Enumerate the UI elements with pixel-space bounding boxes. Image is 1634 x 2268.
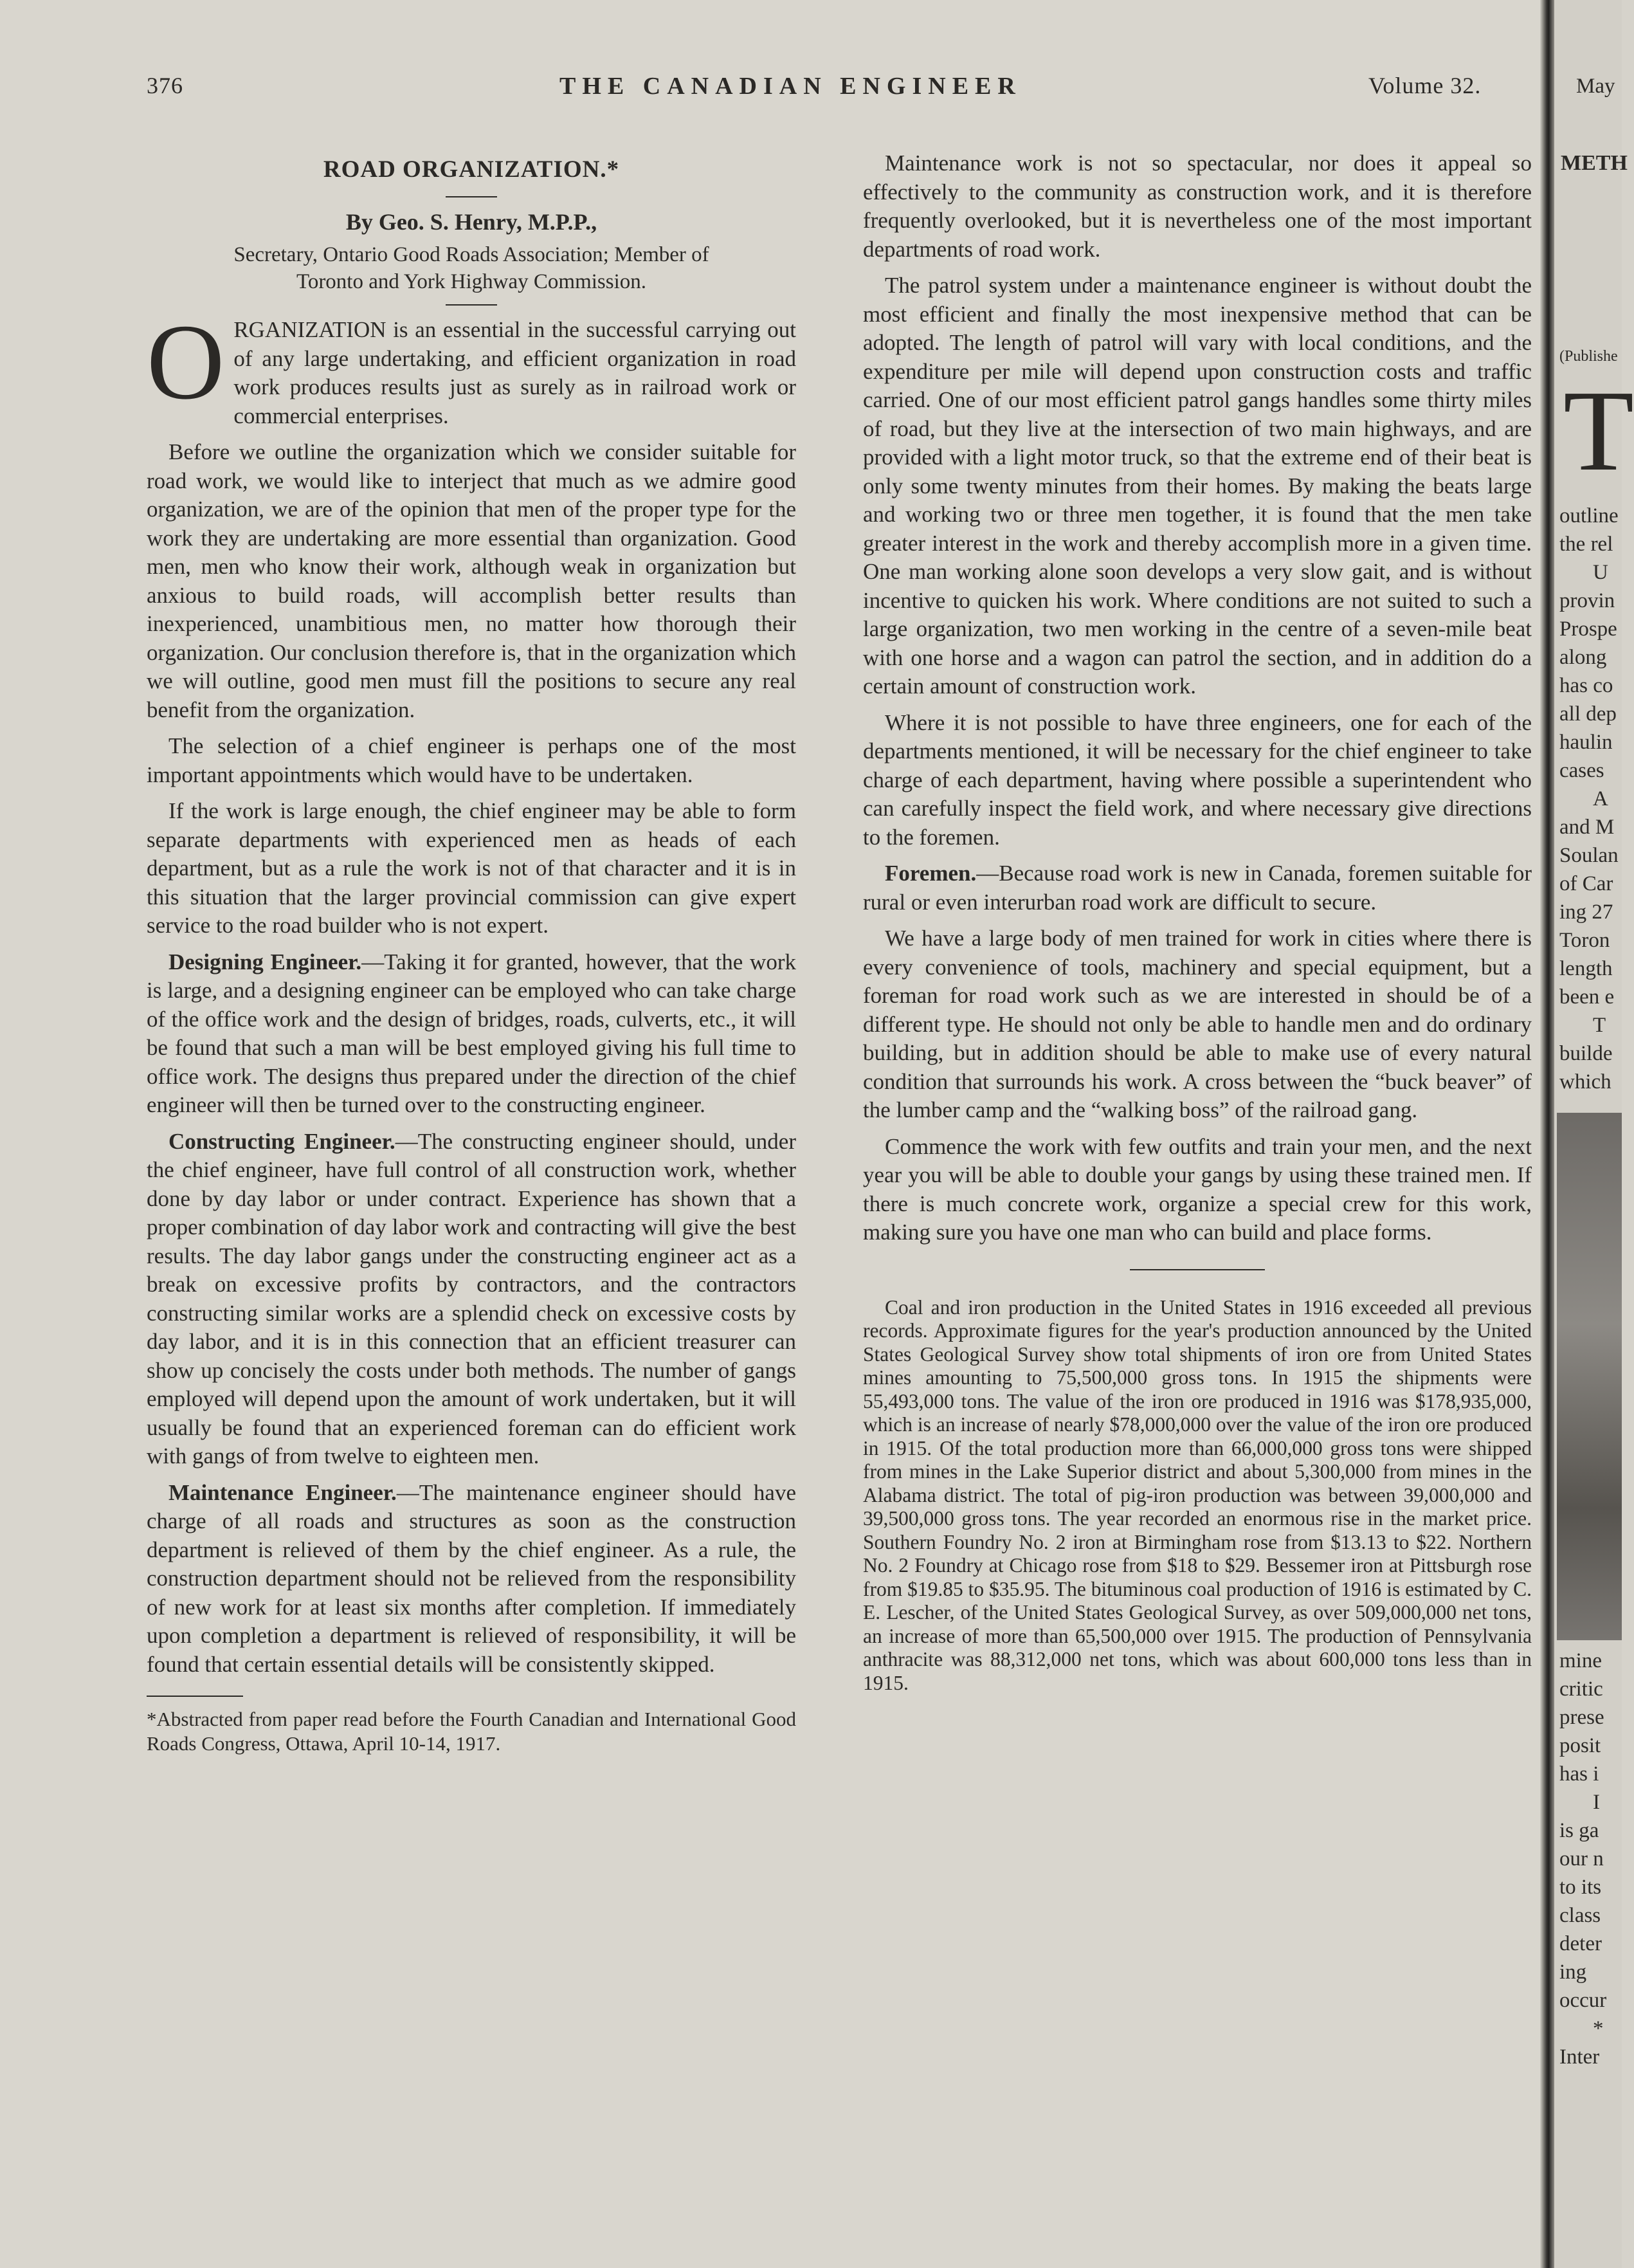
next-page-line: I bbox=[1593, 1791, 1600, 1814]
article-title: ROAD ORGANIZATION.* bbox=[323, 156, 620, 183]
paragraph: If the work is large enough, the chief engineer may be able to form separate departments with experienced men as heads of each department, but as a rule the work is not of that character and it is in this situation that the larger provincial commission can give expert service to the road builder who is not expert. bbox=[147, 798, 796, 938]
coal-iron-news-item: Coal and iron production in the United States in 1916 exceeded all previous records. Approximate figures for the year's production announced by the United States Geological Survey show total shipments of iron ore from United States mines amounting to 75,500,000 gross tons. In 1915 the shipments were 55,493,000 tons. The value of the iron ore produced in 1916 was $178,935,000, which is an increase of nearly $78,000,000 over the value of the iron ore produced in 1915. Of the total production more than 66,000,000 gross tons were shipped from mines in the Lake Superior district and about 5,300,000 from mines in the Alabama district. The total of pig-iron production was between 39,000,000 and 39,500,000 gross tons. The year recorded an enormous rise in the market price. Southern Foundry No. 2 iron at Birmingham rose from $13.13 to $22. Northern No. 2 Foundry at Chicago rose from $18 to $29. Bessemer iron at Pittsburgh rose from $19.85 to $35.95. The bituminous coal production of 1916 is estimated by C. E. Lescher, of the United States Geological Survey, as over 509,000,000 net tons, an increase of more than 65,500,000 over 1915. The production of Pennsylvania anthracite was 88,312,000 net tons, which was about 600,000 tons less than in 1915. bbox=[863, 1295, 1532, 1694]
footnote: *Abstracted from paper read before the Fourth Canadian and International Good Roads Congress, Ottawa, April 10-14, 1917. bbox=[147, 1708, 796, 1755]
next-page-line: cases bbox=[1559, 759, 1604, 782]
next-page-line: our n bbox=[1559, 1847, 1604, 1870]
paragraph-foremen bbox=[863, 859, 1532, 917]
paragraph-designing-engineer bbox=[147, 948, 796, 1120]
affiliation-line-1: Secretary, Ontario Good Roads Association; Member of bbox=[233, 243, 709, 266]
adjacent-page-edge bbox=[1554, 0, 1634, 2268]
next-page-line: deter bbox=[1559, 1932, 1602, 1955]
drop-cap: O bbox=[147, 302, 225, 422]
next-page-photo bbox=[1557, 1113, 1622, 1640]
paragraph-intro bbox=[147, 302, 796, 430]
journal-title: THE CANADIAN ENGINEER bbox=[559, 73, 1022, 100]
next-page-line: been e bbox=[1559, 985, 1615, 1009]
next-page-line: builde bbox=[1559, 1042, 1613, 1065]
next-page-line: Soulan bbox=[1559, 844, 1619, 867]
paragraph-text: —Because road work is new in Canada, foremen suitable for rural or even interurban road work are difficult to secure. bbox=[863, 861, 1532, 915]
paragraph-text: —The maintenance engineer should have charge of all roads and structures as soon as the construction department is relieved of them by the chief engineer. As a rule, the construction department should not be relieved from the responsibility of new work for at least six months after completion. If immediately upon completion a department is relieved of responsibility, it will be found that certain essential details will be consistently skipped. bbox=[147, 1479, 796, 1677]
next-page-line: all dep bbox=[1559, 702, 1617, 726]
next-page-line: to its bbox=[1559, 1876, 1602, 1899]
book-gutter bbox=[1540, 0, 1554, 2268]
next-page-line: ing 27 bbox=[1559, 901, 1613, 924]
section-heading: Maintenance Engineer. bbox=[168, 1479, 397, 1505]
next-page-line: occur bbox=[1559, 1989, 1607, 2012]
affiliation-line-2: Toronto and York Highway Commission. bbox=[296, 270, 647, 293]
next-page-line: A bbox=[1593, 787, 1608, 810]
next-page-line: prese bbox=[1559, 1706, 1604, 1729]
next-page-line: along bbox=[1559, 646, 1607, 669]
paragraph: Commence the work with few outfits and train your men, and the next year you will be able to double your gangs by using these trained men. If there is much concrete work, organize a special crew for this work, making sure you have one man who can build and place forms. bbox=[863, 1133, 1532, 1245]
paragraph-intro-text: RGANIZATION is an essential in the successful carrying out of any large undertaking, and efficient organization in road work produces results just as surely as in railroad work or commercial enterprises. bbox=[233, 317, 796, 428]
next-page-line: ing bbox=[1559, 1961, 1587, 1984]
next-page-line: Prospe bbox=[1559, 617, 1617, 641]
paragraph-constructing-engineer bbox=[147, 1128, 796, 1471]
footnote-rule bbox=[147, 1696, 243, 1697]
next-page-line: is ga bbox=[1559, 1819, 1599, 1842]
paragraph: Before we outline the organization which we consider suitable for road work, we would like to interject that much as we admire good organization, we are of the opinion that men of the proper type for the work they are undertaking are more essential than organization. Good men, men who know their work, although weak in organization but anxious to build roads, will accomplish better results than inexperienced, unambitious men, no matter how thorough their organization. Our conclusion therefore is, that in the organization which we will outline, good men must fill the positions to secure any real benefit from the organization. bbox=[147, 439, 796, 722]
next-page-line: Inter bbox=[1559, 2045, 1600, 2069]
volume-label: Volume 32. bbox=[1368, 73, 1482, 98]
next-page-line: T bbox=[1593, 1014, 1606, 1037]
paragraph: Maintenance work is not so spectacular, nor does it appeal so effectively to the community as construction work, and it is therefore frequently overlooked, but it is nevertheless one of the most important departments of road work. bbox=[863, 151, 1532, 262]
paragraph-text: —The constructing engineer should, under the chief engineer, have full control of all construction work, whether done by day labor or under contract. Experience has shown that a proper combination of day labor work and contracting will give the best results. The day labor gangs under the constructing engineer act as a break on excessive profits by contractors, and the contractors constructing similar works are a splendid check on excessive costs by day labor, and it is in this connection that an efficient treasurer can show up concisely the costs under both methods. The number of gangs employed will depend upon the amount of work undertaken, but it will usually be found that an experienced foreman can do efficient work with gangs of from twelve to eighteen men. bbox=[147, 1128, 796, 1468]
next-page-line: and M bbox=[1559, 816, 1615, 839]
author-affiliation bbox=[147, 241, 796, 295]
section-heading: Foremen. bbox=[885, 861, 977, 886]
next-page-line: has co bbox=[1559, 674, 1613, 697]
section-heading: Constructing Engineer. bbox=[168, 1128, 395, 1154]
next-page-line: of Car bbox=[1559, 872, 1613, 895]
left-column bbox=[147, 149, 796, 1756]
next-page-heading: METH bbox=[1561, 151, 1628, 175]
next-page-line: length bbox=[1559, 957, 1613, 980]
next-page-line: outline bbox=[1559, 504, 1619, 527]
next-page-line: posit bbox=[1559, 1734, 1601, 1757]
next-page-header: May bbox=[1576, 75, 1615, 98]
right-column bbox=[863, 149, 1532, 1703]
author-byline: By Geo. S. Henry, M.P.P., bbox=[345, 208, 597, 235]
next-page-drop-cap: T bbox=[1563, 367, 1634, 495]
next-page-line: critic bbox=[1559, 1678, 1603, 1701]
paragraph: Where it is not possible to have three engineers, one for each of the departments mentioned, it will be necessary for the chief engineer to take charge of each department, having where possible a superintendent who can carefully inspect the field work, and where necessary give directions to the foremen. bbox=[863, 709, 1532, 850]
section-heading: Designing Engineer. bbox=[168, 949, 362, 974]
next-page-line: class bbox=[1559, 1904, 1601, 1927]
title-rule bbox=[446, 196, 497, 197]
paragraph-maintenance-engineer bbox=[147, 1479, 796, 1679]
paragraph: We have a large body of men trained for work in cities where there is every convenience of tools, machinery and special equipment, but a foreman for road work such as we are interested in should be of a different type. He should not only be able to handle men and do ordinary building, but in addition should be able to make use of every natural condition that surrounds his work. A cross between the “buck beaver” of the lumber camp and the “walking boss” of the railroad gang. bbox=[863, 926, 1532, 1122]
next-page-line: provin bbox=[1559, 589, 1615, 612]
next-page-line: which bbox=[1559, 1070, 1611, 1093]
paragraph: The selection of a chief engineer is perhaps one of the most important appointments which would have to be undertaken. bbox=[147, 733, 796, 787]
byline-rule bbox=[446, 304, 497, 306]
next-page-line: haulin bbox=[1559, 731, 1613, 754]
next-page-line: has i bbox=[1559, 1762, 1599, 1786]
next-page-publisher: (Publishe bbox=[1559, 348, 1618, 365]
next-page-line: Toron bbox=[1559, 929, 1610, 952]
paragraph-text: —Taking it for granted, however, that the work is large, and a designing engineer can be employed who can take charge of the office work and the design of bridges, roads, culverts, etc., it will be found that such a man will be best employed giving his full time to office work. The designs thus prepared under the direction of the chief engineer will then be turned over to the constructing engineer. bbox=[147, 949, 796, 1117]
paragraph: The patrol system under a maintenance engineer is without doubt the most efficient and finally the most inexpensive method that can be adopted. The length of patrol will vary with local conditions, and the expenditure per mile will depend upon construction costs and traffic carried. One of our most efficient patrol gangs handles some thirty miles of road, but they live at the intersection of two main highways, and are provided with a light motor truck, so that the extreme end of their beat is only some twenty minutes from their homes. By making the beats large and working two or three men together, it is found that the men take greater interest in the work and thereby accomplish more in a given time. One man working alone soon develops a very slow gait, and is without incentive to quicken his work. Where conditions are not suited to such a large organization, two men working in the centre of a seven-mile beat with one horse and a wagon can patrol the section, and in addition do a certain amount of construction work. bbox=[863, 273, 1532, 699]
next-page-line: * bbox=[1593, 2017, 1604, 2040]
next-page-line: mine bbox=[1559, 1649, 1602, 1672]
section-divider bbox=[1130, 1269, 1265, 1270]
next-page-line: the rel bbox=[1559, 533, 1613, 556]
next-page-line: U bbox=[1593, 561, 1608, 584]
page-number: 376 bbox=[147, 73, 183, 98]
